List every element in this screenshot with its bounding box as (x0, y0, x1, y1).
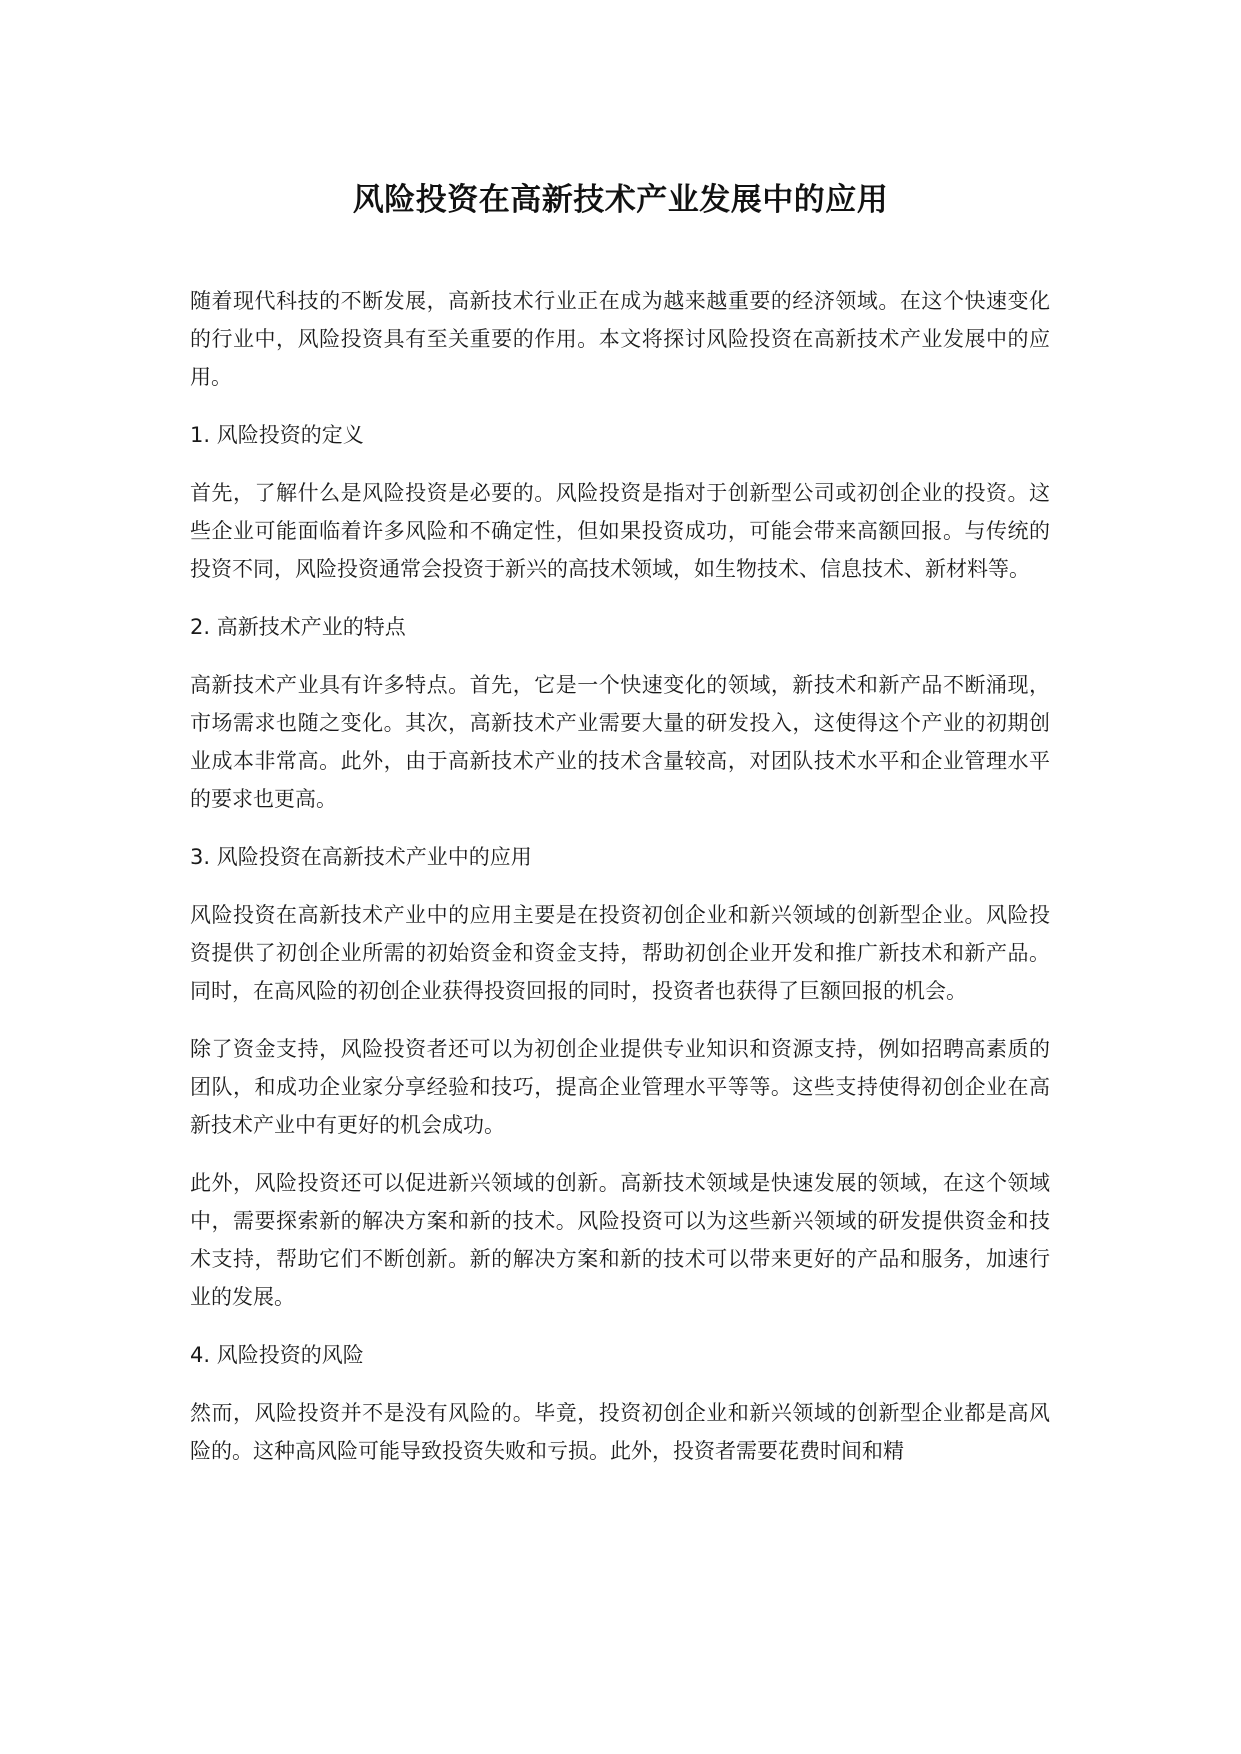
section-heading-definition: 1. 风险投资的定义 (190, 423, 364, 447)
section-heading-features: 2. 高新技术产业的特点 (190, 615, 406, 639)
application-paragraph-2: 除了资金支持，风险投资者还可以为初创企业提供专业知识和资源支持，例如招聘高素质的团队，和成功企业家分享经验和技巧，提高企业管理水平等等。这些支持使得初创企业在高新技术产业中有更好的机会成功。 (190, 1037, 1050, 1137)
risks-paragraph: 然而，风险投资并不是没有风险的。毕竟，投资初创企业和新兴领域的创新型企业都是高风险的。这种高风险可能导致投资失败和亏损。此外，投资者需要花费时间和精 (190, 1401, 1050, 1463)
features-paragraph: 高新技术产业具有许多特点。首先，它是一个快速变化的领域，新技术和新产品不断涌现，市场需求也随之变化。其次，高新技术产业需要大量的研发投入，这使得这个产业的初期创业成本非常高。此外，由于高新技术产业的技术含量较高，对团队技术水平和企业管理水平的要求也更高。 (190, 673, 1050, 811)
application-paragraph-3: 此外，风险投资还可以促进新兴领域的创新。高新技术领域是快速发展的领域，在这个领域中，需要探索新的解决方案和新的技术。风险投资可以为这些新兴领域的研发提供资金和技术支持，帮助它们不断创新。新的解决方案和新的技术可以带来更好的产品和服务，加速行业的发展。 (190, 1171, 1050, 1309)
application-paragraph-1: 风险投资在高新技术产业中的应用主要是在投资初创企业和新兴领域的创新型企业。风险投资提供了初创企业所需的初始资金和资金支持，帮助初创企业开发和推广新技术和新产品。同时，在高风险的初创企业获得投资回报的同时，投资者也获得了巨额回报的机会。 (190, 903, 1050, 1003)
section-heading-application: 3. 风险投资在高新技术产业中的应用 (190, 845, 532, 869)
document-body (190, 282, 1050, 1490)
section-heading-risks: 4. 风险投资的风险 (190, 1343, 364, 1367)
document-title: 风险投资在高新技术产业发展中的应用 (352, 182, 889, 218)
intro-paragraph: 随着现代科技的不断发展，高新技术行业正在成为越来越重要的经济领域。在这个快速变化的行业中，风险投资具有至关重要的作用。本文将探讨风险投资在高新技术产业发展中的应用。 (190, 289, 1050, 389)
definition-paragraph: 首先，了解什么是风险投资是必要的。风险投资是指对于创新型公司或初创企业的投资。这些企业可能面临着许多风险和不确定性，但如果投资成功，可能会带来高额回报。与传统的投资不同，风险投资通常会投资于新兴的高技术领域，如生物技术、信息技术、新材料等。 (190, 481, 1050, 581)
